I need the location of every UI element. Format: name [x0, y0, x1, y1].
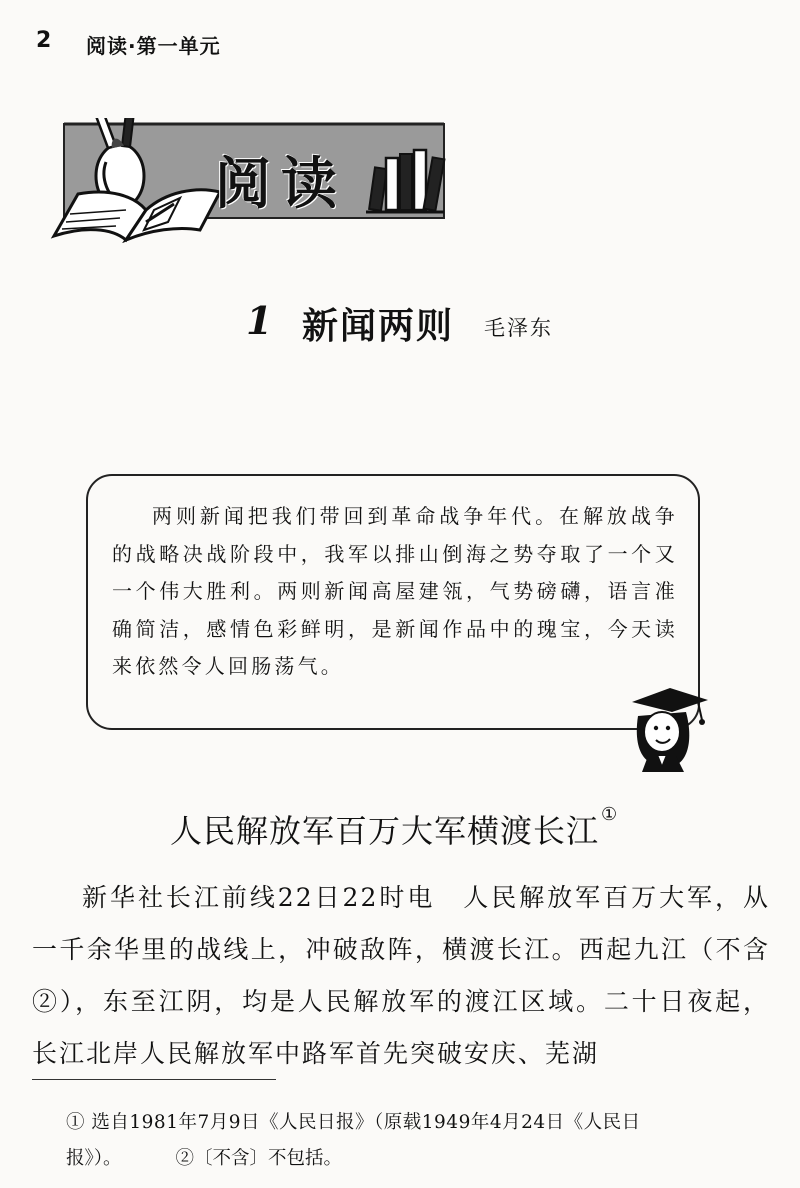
graduate-girl-icon [618, 676, 714, 772]
footnote-line-2 [66, 1144, 342, 1170]
headline-text: 人民解放军百万大军横渡长江 [170, 812, 600, 850]
footnote-1: ① 选自1981年7月9日《人民日报》（原载1949年4月24日《人民日 [66, 1112, 641, 1133]
article-paragraph: 新华社长江前线22日22时电 人民解放军百万大军，从一千余华里的战线上，冲破敌阵，横渡长江。西起九江（不含②），东至江阴，均是人民解放军的渡江区域。二十日夜起，长江北岸人民解放军中路军首先突破安庆、芜湖 [32, 883, 770, 1068]
lesson-number: 1 [246, 298, 273, 343]
intro-text: 两则新闻把我们带回到革命战争年代。在解放战争的战略决战阶段中，我军以排山倒海之势夺取了一个又一个伟大胜利。两则新闻高屋建瓴，气势磅礴，语言准确简洁，感情色彩鲜明，是新闻作品中的瑰宝，今天读来依然令人回肠荡气。 [112, 504, 678, 678]
lesson-title: 新闻两则 [302, 306, 455, 347]
footnote-1-continuation: 报》）。 [66, 1148, 122, 1169]
article-body [32, 872, 770, 1080]
lesson-author: 毛泽东 [484, 316, 553, 340]
article-headline [170, 806, 618, 852]
page-number: 2 [36, 28, 52, 53]
running-title: 阅读·第一单元 [86, 34, 221, 58]
footnote-divider [32, 1079, 276, 1080]
section-title: 阅读 [215, 151, 347, 217]
footnote-2: ②〔不含〕不包括。 [175, 1148, 343, 1169]
footnote-ref-1: ① [601, 804, 619, 825]
